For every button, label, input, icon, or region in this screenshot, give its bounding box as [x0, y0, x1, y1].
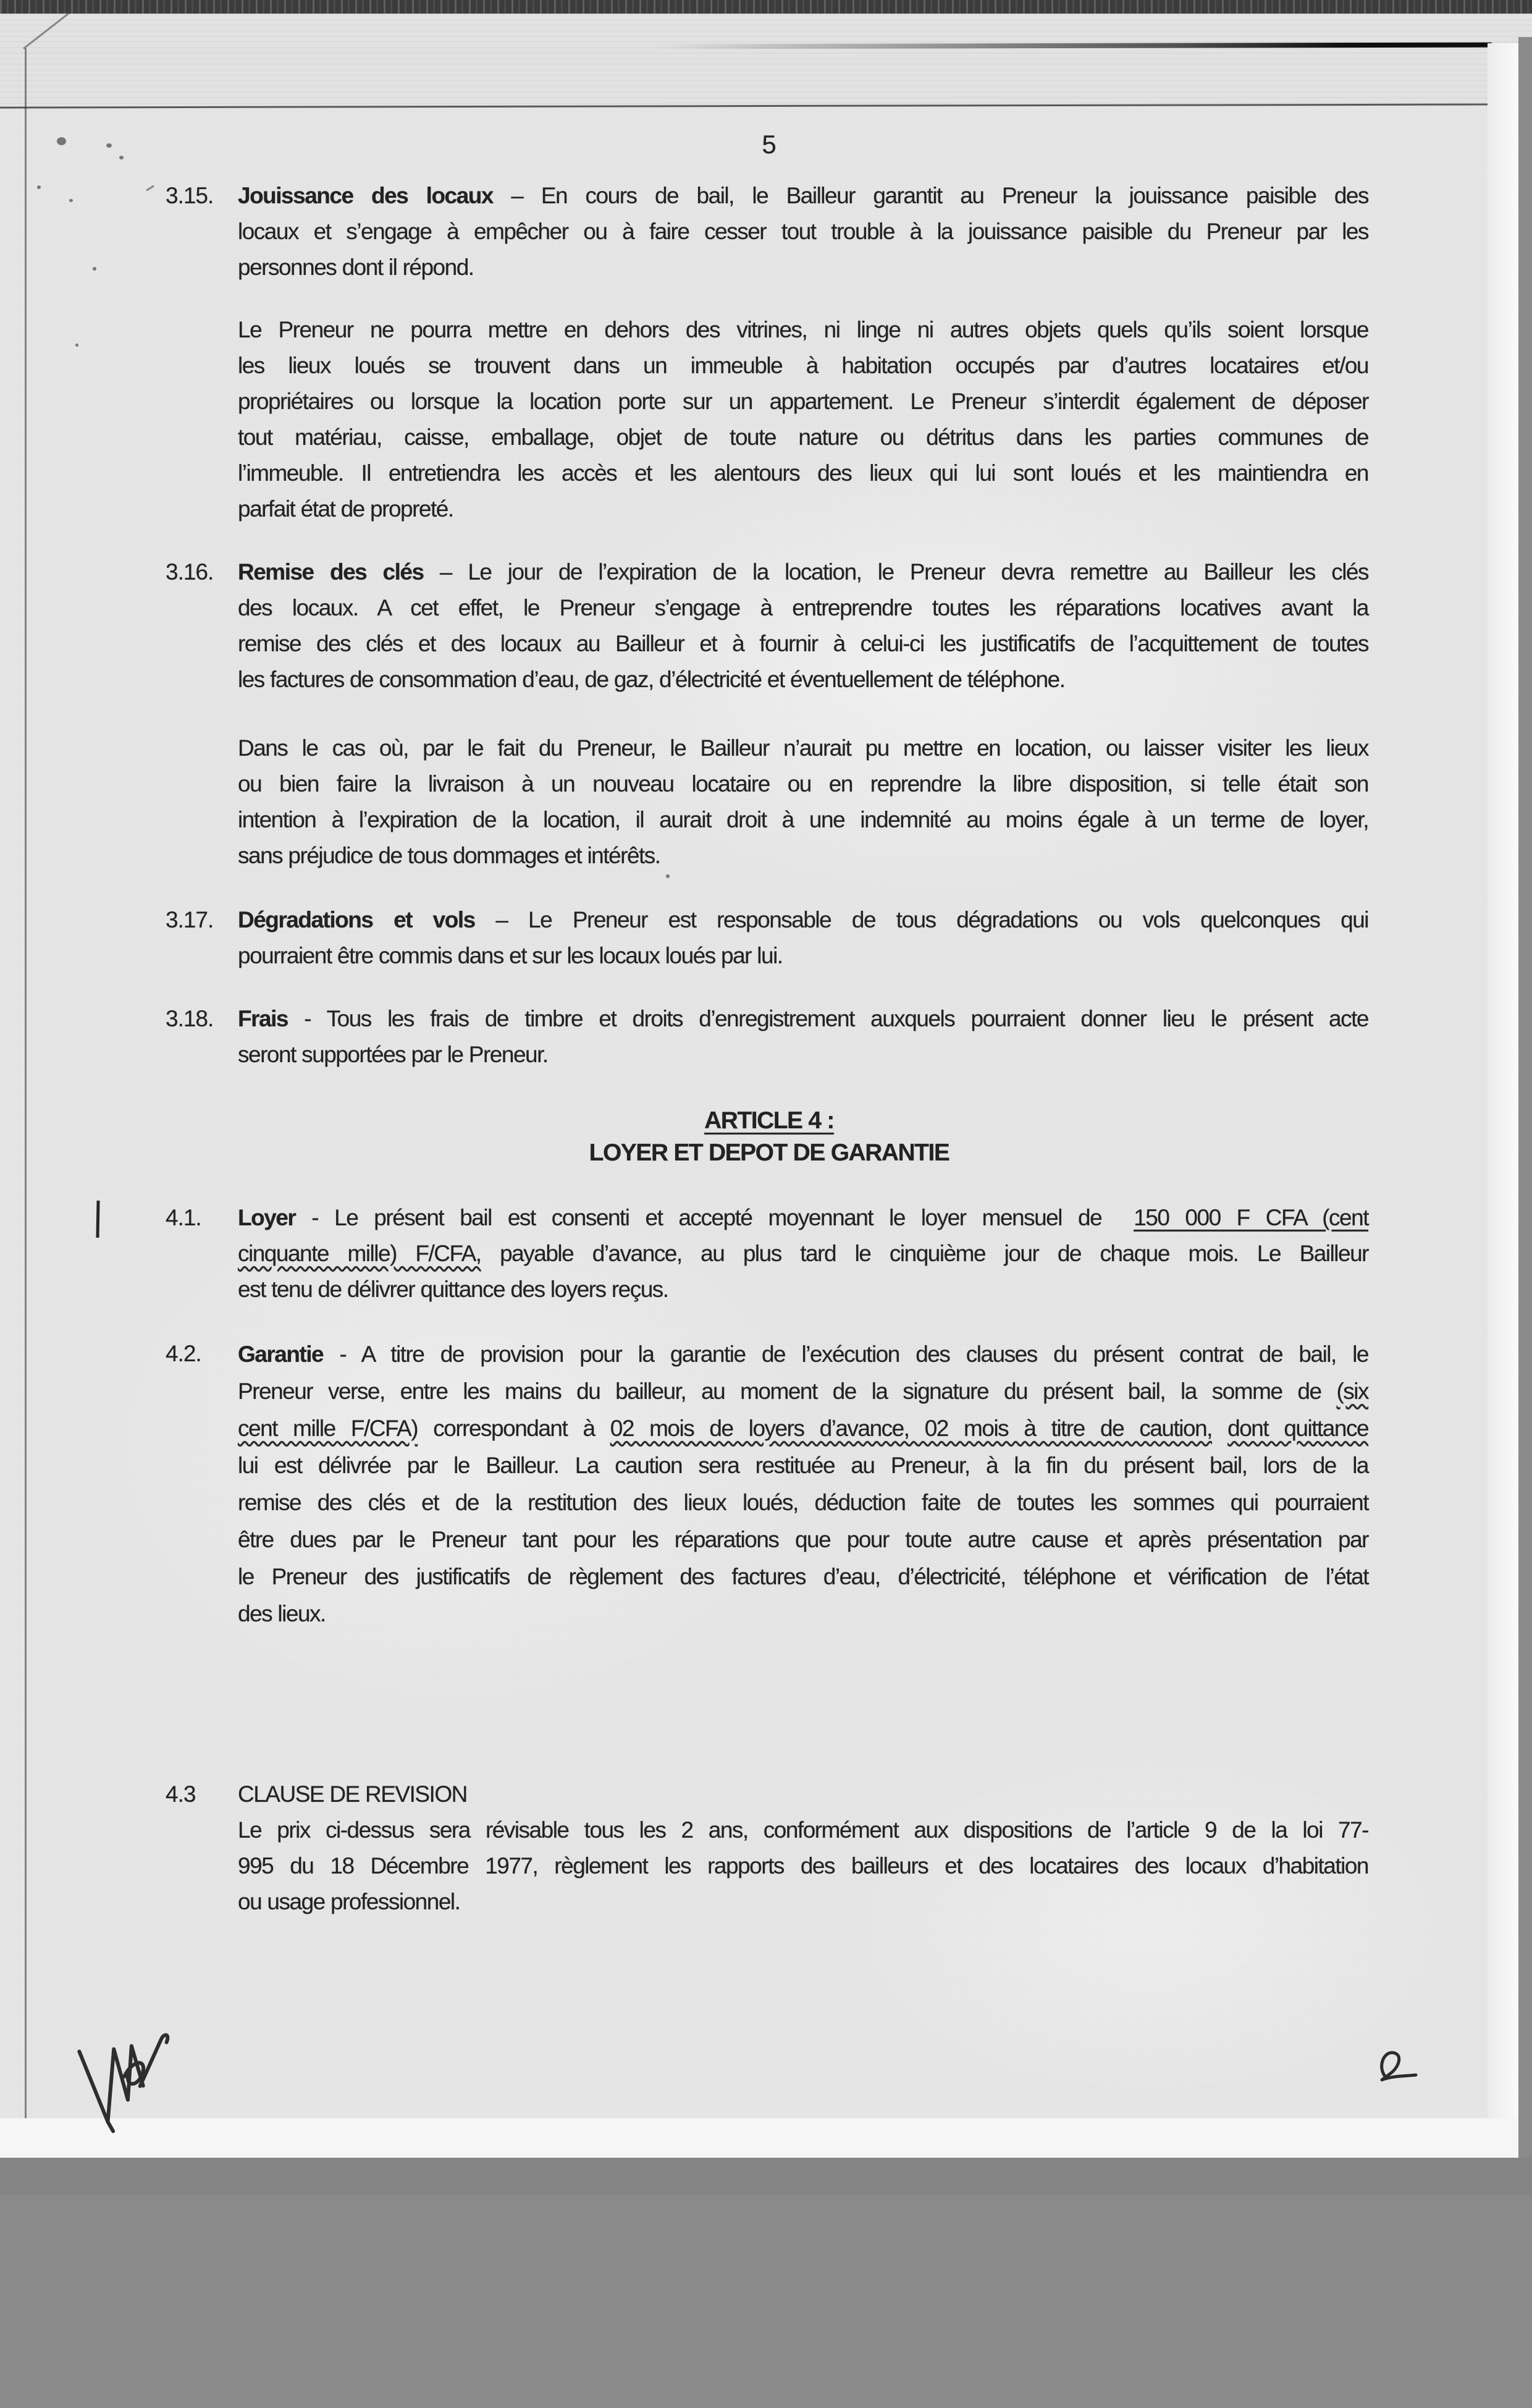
scan-speck	[69, 199, 73, 202]
text-line: personnes dont il répond.	[238, 255, 474, 280]
text-line: locaux et s’engage à empêcher ou à faire cesser tout trouble à la jouissance paisible du Preneur par les	[238, 219, 1368, 244]
clause-title: Remise des clés	[238, 559, 424, 585]
text-line: Remise des clés – Le jour de l’expiration de la location, le Preneur devra remettre au Bailleur les clés	[238, 559, 1368, 585]
scanner-upper-zone	[0, 14, 1532, 105]
section-number: 4.1.	[166, 1205, 201, 1230]
text-line: Garantie - A titre de provision pour la garantie de l’exécution des clauses du présent contrat de bail, le	[238, 1341, 1368, 1367]
article-title: ARTICLE 4 :	[704, 1107, 834, 1134]
text-line: des locaux. A cet effet, le Preneur s’engage à entreprendre toutes les réparations locatives avant la	[238, 595, 1368, 620]
section-number: 3.18.	[166, 1006, 214, 1031]
section-number: 3.17.	[166, 907, 214, 932]
section-number: 3.16.	[166, 559, 214, 585]
clause-title: Dégradations et vols	[238, 907, 475, 932]
text-line: les factures de consommation d’eau, de gaz, d’électricité et éventuellement de téléphone.	[238, 667, 1065, 692]
clause-title: Jouissance des locaux	[238, 183, 493, 208]
scan-speck	[93, 267, 96, 271]
scan-speck	[106, 143, 112, 148]
text-line: l’immeuble. Il entretiendra les accès et les alentours des lieux qui lui sont loués et les maintiendra en	[238, 460, 1368, 486]
scan-speck	[37, 185, 41, 189]
signature-icon	[68, 2027, 189, 2137]
signature-scribble	[68, 2027, 189, 2137]
text-line: lui est délivrée par le Bailleur. La caution sera restituée au Preneur, à la fin du présent bail, lors de la	[238, 1453, 1368, 1478]
text-line: Preneur verse, entre les mains du bailleur, au moment de la signature du présent bail, la somme de (six	[238, 1379, 1368, 1404]
text-line: cinquante mille) F/CFA, payable d’avance, au plus tard le cinquième jour de chaque mois. Le Bailleur	[238, 1241, 1368, 1266]
text-line: des lieux.	[238, 1601, 326, 1626]
text-line: Loyer - Le présent bail est consenti et accepté moyennant le loyer mensuel de 150 000 F CFA (cent	[238, 1205, 1368, 1230]
scan-vertical-margin-line	[25, 48, 27, 2119]
scan-speck	[75, 344, 78, 347]
text-line: Jouissance des locaux – En cours de bail, le Bailleur garantit au Preneur la jouissance paisible des	[238, 183, 1368, 208]
text-line: intention à l’expiration de la location, il aurait droit à une indemnité au moins égale à un terme de loyer,	[238, 807, 1368, 832]
clause-title: Loyer	[238, 1205, 296, 1230]
handwritten-page-mark	[1375, 2044, 1431, 2089]
section-number: 3.15.	[166, 183, 214, 208]
scan-tick	[146, 185, 154, 192]
page-number: 5	[762, 130, 777, 159]
paper-bottom-edge	[0, 2118, 1518, 2158]
text-line: Dans le cas où, par le fait du Preneur, le Bailleur n’aurait pu mettre en location, ou laisser visiter les lieux	[238, 735, 1368, 761]
background-bottom-band	[0, 2158, 1532, 2408]
text-line: parfait état de propreté.	[238, 496, 453, 522]
text-line: propriétaires ou lorsque la location porte sur un appartement. Le Preneur s’interdit également de déposer	[238, 389, 1368, 414]
clause-title: CLAUSE DE REVISION	[238, 1781, 467, 1807]
text-line: seront supportées par le Preneur.	[238, 1042, 548, 1067]
scan-speck	[57, 137, 66, 145]
clause-title: Frais	[238, 1006, 288, 1031]
text-line: Frais - Tous les frais de timbre et droits d’enregistrement auxquels pourraient donner lieu le présent acte	[238, 1006, 1368, 1031]
text-line: le Preneur des justificatifs de règlement des factures d’eau, d’électricité, téléphone et vérification de l’état	[238, 1564, 1368, 1589]
numeral-2-icon	[1375, 2044, 1431, 2089]
text-line: est tenu de délivrer quittance des loyers reçus.	[238, 1277, 668, 1302]
rent-amount-words: cinquante mille) F/CFA,	[238, 1241, 481, 1266]
scan-speck	[666, 874, 670, 878]
scanner-edge-band	[0, 0, 1532, 14]
text-line: Le Preneur ne pourra mettre en dehors des vitrines, ni linge ni autres objets quels qu’ils soient lorsque	[238, 317, 1368, 342]
text-line: 995 du 18 Décembre 1977, règlement les rapports des bailleurs et des locataires des locaux d’habitation	[238, 1853, 1368, 1878]
text-line: ou bien faire la livraison à un nouveau locataire ou en reprendre la libre disposition, si telle était son	[238, 771, 1368, 796]
deposit-amount-words: (six	[1336, 1379, 1368, 1404]
text-line: pourraient être commis dans et sur les locaux loués par lui.	[238, 943, 783, 968]
section-number: 4.2.	[166, 1341, 201, 1366]
scan-speck	[119, 156, 124, 159]
text-line: Le prix ci-dessus sera révisable tous les 2 ans, conformément aux dispositions de l’article 9 de la loi 77-	[238, 1817, 1368, 1843]
clause-title: Garantie	[238, 1341, 324, 1367]
background-right-band	[1518, 37, 1532, 2161]
text-line: remise des clés et de la restitution des lieux loués, déduction faite de toutes les sommes qui pourraient	[238, 1490, 1368, 1515]
text-line: les lieux loués se trouvent dans un immeuble à habitation occupés par d’autres locataires et/ou	[238, 353, 1368, 378]
paper-right-edge	[1488, 43, 1518, 2159]
text-line: remise des clés et des locaux au Bailleur et à fournir à celui-ci les justificatifs de l’acquittement de toutes	[238, 631, 1368, 656]
rent-amount: 150 000 F CFA (cent	[1134, 1205, 1368, 1230]
section-number: 4.3	[166, 1781, 196, 1807]
text-line: tout matériau, caisse, emballage, objet de toute nature ou détritus dans les parties communes de	[238, 425, 1368, 450]
deposit-terms: 02 mois de loyers d’avance, 02 mois à titre de caution,	[610, 1416, 1212, 1441]
text-line: cent mille F/CFA) correspondant à 02 mois de loyers d’avance, 02 mois à titre de caution, dont quittance	[238, 1416, 1369, 1441]
article-subtitle: LOYER ET DEPOT DE GARANTIE	[589, 1139, 949, 1166]
text-line: Dégradations et vols – Le Preneur est responsable de tous dégradations ou vols quelconques qui	[238, 907, 1368, 932]
margin-annotation-bar	[96, 1201, 99, 1238]
text-line: sans préjudice de tous dommages et intérêts.	[238, 843, 660, 868]
background-bottom-shadow	[0, 2158, 1532, 2195]
text-line: ou usage professionnel.	[238, 1889, 460, 1914]
text-line: être dues par le Preneur tant pour les réparations que pour toute autre cause et après présentation par	[238, 1527, 1368, 1552]
